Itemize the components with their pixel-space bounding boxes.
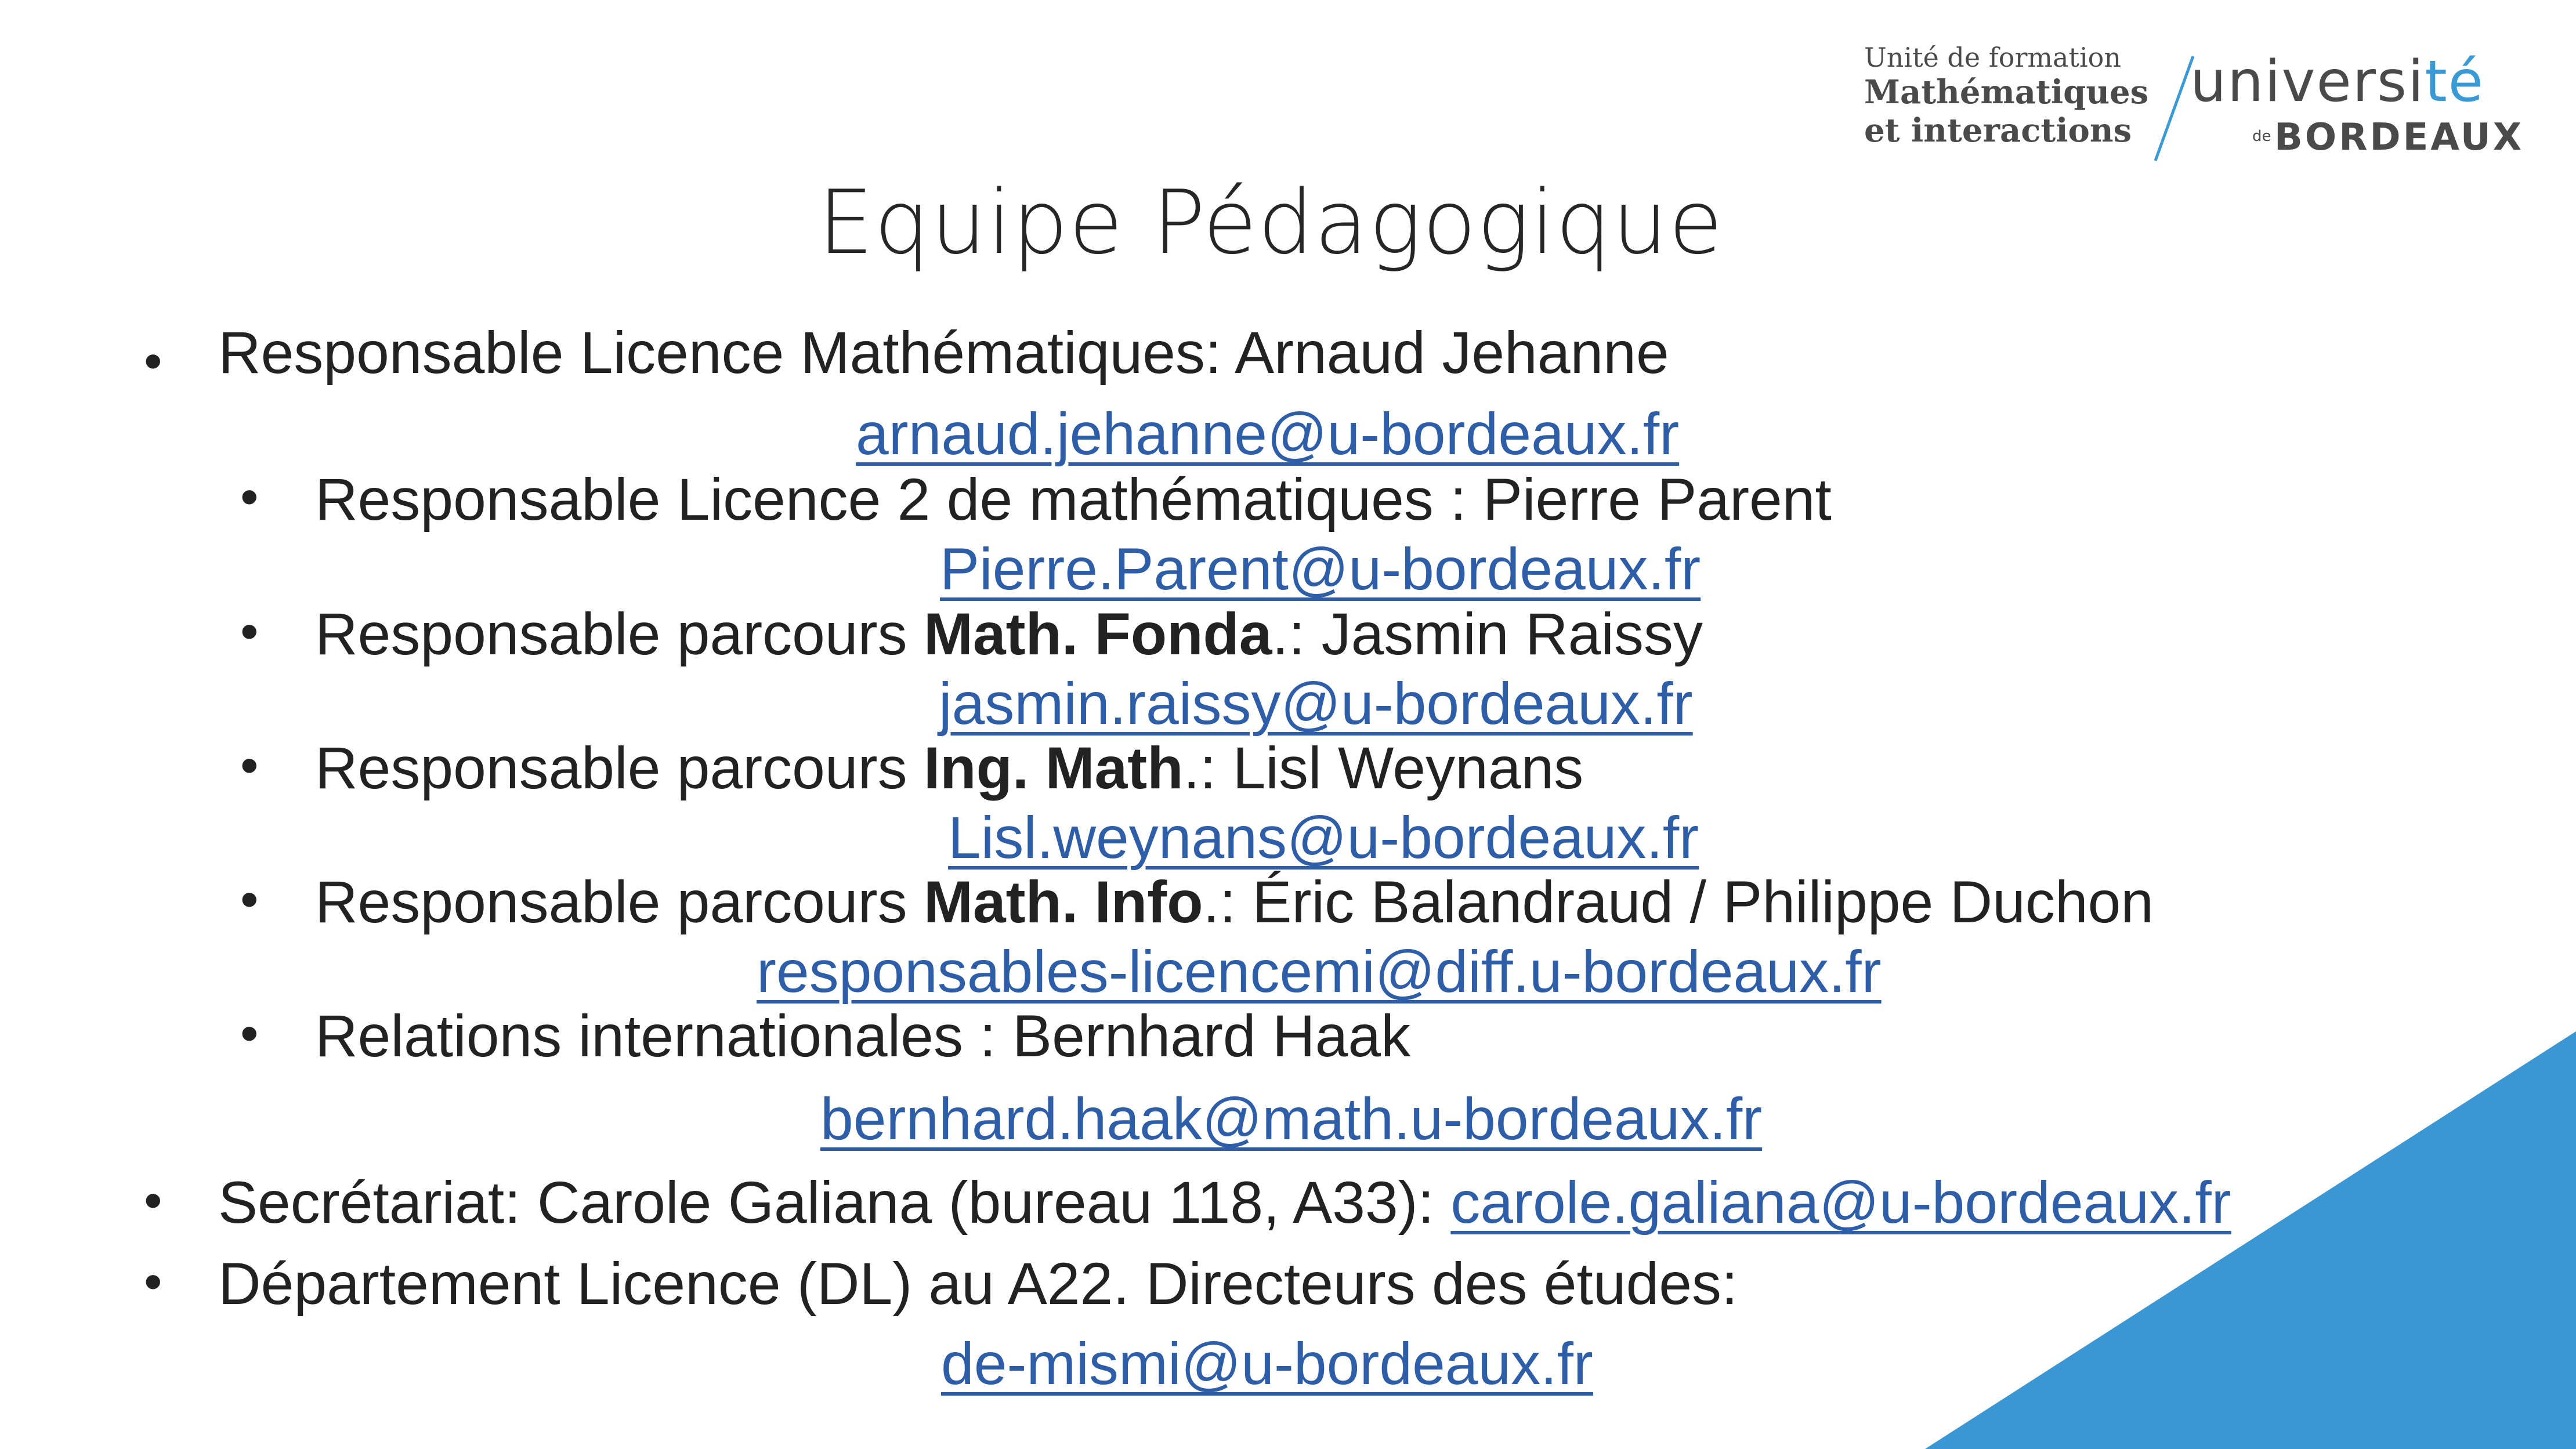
intl-head-line: Relations internationales : Bernhard Haak (315, 1003, 1411, 1069)
fonda-post: .: Jasmin Raissy (1272, 601, 1703, 667)
ing-track: Ing. Math (923, 735, 1184, 801)
fonda-track: Math. Fonda (923, 601, 1272, 667)
university-logo (2190, 49, 2485, 115)
info-pre: Responsable parcours (315, 869, 924, 935)
university-logo-bordeaux: BORDEAUX (2274, 116, 2524, 159)
l2-head-email-link[interactable]: Pierre.Parent@u-bordeaux.fr (940, 536, 1701, 602)
secretariat-email-link[interactable]: carole.galiana@u-bordeaux.fr (1450, 1169, 2231, 1236)
sub-bullet: • (240, 468, 259, 526)
fonda-email-link[interactable]: jasmin.raissy@u-bordeaux.fr (939, 671, 1693, 737)
university-logo-de: de (2252, 128, 2271, 145)
faculty-logo (1864, 42, 2148, 150)
ing-head-line (315, 734, 1583, 802)
licence-head-line: Responsable Licence Mathématiques: Arnaud Jehanne (218, 320, 1669, 386)
fonda-pre: Responsable parcours (315, 601, 924, 667)
bullet: • (144, 1172, 162, 1230)
fonda-head-line (315, 600, 1703, 668)
secretariat-line (218, 1169, 2231, 1237)
l2-head-line: Responsable Licence 2 de mathématiques : Pierre Parent (315, 466, 1832, 532)
ing-email-link[interactable]: Lisl.weynans@u-bordeaux.fr (948, 805, 1699, 871)
slide-title: Equipe Pédagogique (817, 171, 1724, 274)
intl-email-link[interactable]: bernhard.haak@math.u-bordeaux.fr (820, 1086, 1763, 1152)
licence-head-email-link[interactable]: arnaud.jehanne@u-bordeaux.fr (856, 401, 1680, 467)
sub-bullet: • (240, 1005, 259, 1063)
university-logo-main: universi (2190, 49, 2425, 115)
info-head-line (315, 868, 2154, 936)
dl-email-link[interactable]: de-mismi@u-bordeaux.fr (941, 1331, 1593, 1397)
faculty-logo-line3: et interactions (1864, 111, 2132, 150)
sub-bullet: • (240, 603, 259, 661)
university-logo-accent: té (2425, 49, 2485, 115)
secretariat-text: Secrétariat: Carole Galiana (bureau 118, A33): (218, 1169, 1451, 1236)
faculty-logo-line2: Mathématiques (1864, 73, 2149, 112)
ing-pre: Responsable parcours (315, 735, 924, 801)
sub-bullet: • (240, 737, 259, 795)
info-track: Math. Info (923, 869, 1203, 935)
dl-line: Département Licence (DL) au A22. Directeurs des études: (218, 1251, 1738, 1317)
info-post: .: Éric Balandraud / Philippe Duchon (1203, 869, 2154, 935)
sub-bullet: • (240, 871, 259, 929)
info-email-link[interactable]: responsables-licencemi@diff.u-bordeaux.fr (757, 939, 1882, 1005)
bullet: • (144, 332, 162, 390)
ing-post: .: Lisl Weynans (1183, 735, 1584, 801)
bullet: • (144, 1253, 162, 1311)
faculty-logo-line1: Unité de formation (1864, 42, 2121, 73)
